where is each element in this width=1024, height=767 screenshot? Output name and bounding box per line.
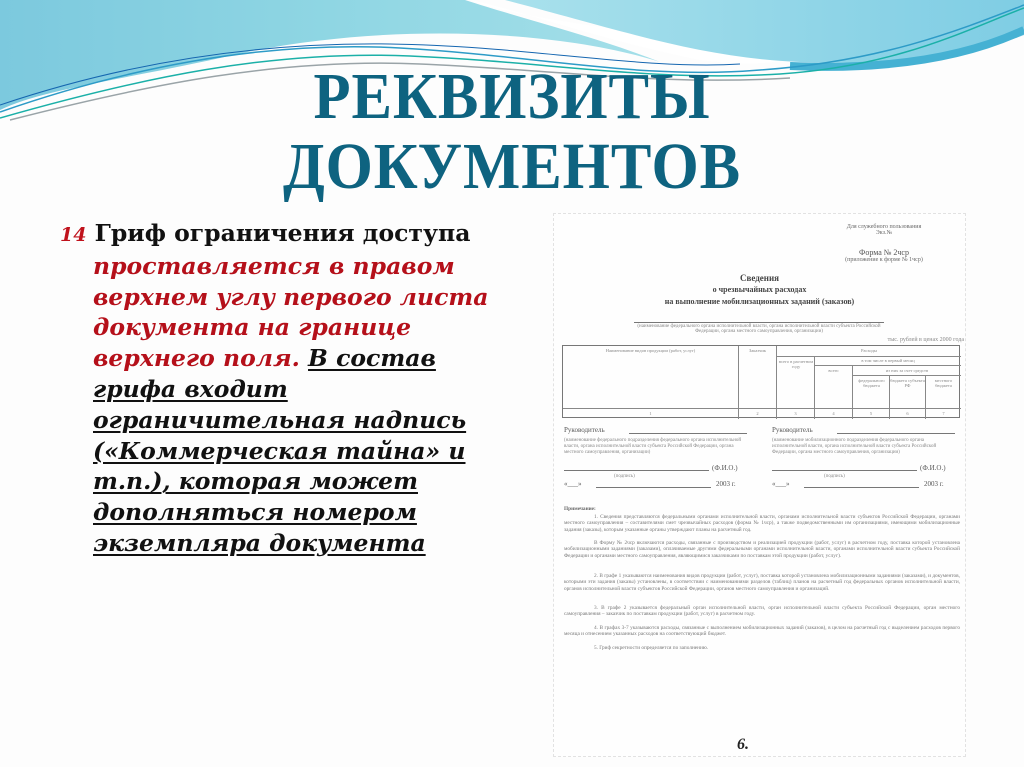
restriction-stamp	[824, 224, 944, 236]
th-expenses: Расходы	[861, 348, 877, 353]
th-total-year: всего в расчетном году	[778, 359, 814, 369]
date-prefix: «___»	[564, 480, 582, 488]
col-number: 3	[794, 411, 797, 416]
signer-line	[629, 433, 747, 434]
note-item: 2. В графе 1 указываются наименования видов продукции (работ, услуг), поставка которой установлена мобилизационными заданиями (заказами), и документов, которыми эти задания (заказы) установлены, в соответствии с наименованиями разделов (таблиц) планов на расчетный год федеральных органов исполнительной власти, органов исполнительной власти субъектов Российской Федерации, органов местного самоуправления и организаций.	[564, 573, 960, 592]
sample-document-image	[553, 213, 966, 757]
note-item: 5. Гриф секретности определяется по заполнению.	[594, 645, 709, 651]
date-line	[804, 487, 919, 488]
units-label: тыс. рублей в ценах 2000 года	[887, 337, 964, 343]
signer-caption: (наименование мобилизационного подразделения федерального органа исполнительной власти, органа исполнительной власти субъекта Российской Федерации, органа местного самоуправления, организации)	[772, 438, 937, 455]
doc-heading-2: о чрезвычайных расходах	[712, 285, 807, 294]
stamp-line-1: Для служебного пользования	[846, 224, 922, 230]
th-regional: бюджета субъекта РФ	[890, 378, 925, 388]
th-federal: федерального бюджета	[858, 378, 885, 388]
signer-line	[837, 433, 955, 434]
th-local: местного бюджета	[934, 378, 953, 388]
doc-heading-3: на выполнение мобилизационных заданий (заказов)	[664, 297, 855, 306]
doc-heading-1: Сведения	[739, 273, 780, 283]
page-number: 6.	[737, 736, 749, 753]
fio-label: (Ф.И.О.)	[712, 464, 738, 472]
th-products: Наименование видов продукции (работ, услуг)	[605, 348, 696, 353]
notes-title: Примечание:	[564, 506, 596, 512]
org-caption: (наименование федерального органа исполнительной власти, органа исполнительной власти субъекта Российской Федерации, органа местного самоуправления, организации)	[637, 324, 881, 334]
title-line-2: ДОКУМЕНТОВ	[282, 130, 742, 203]
th-total: всего	[828, 368, 839, 373]
note-item: В Форму № 2чср включаются расходы, связанные с производством и реализацией продукции (работ, услуг) в расчетном году, поставка которой установлена мобилизационными заданиями (заказами), оплачиваемые другими федеральными органами исполнительной власти, органами исполнительной власти субъекта Российской Федерации и органами местного самоуправления, являющимися заказчиками по поставкам этой продукции (работ, услуг).	[564, 540, 960, 559]
date-prefix: «___»	[772, 480, 790, 488]
signer-caption: (наименование федерального подразделения федерального органа исполнительной власти, органа исполнительной власти субъекта Российской Федерации, органа местного самоуправления, организации)	[564, 438, 742, 455]
th-funds-source: из них за счет средств	[885, 368, 929, 373]
signature-caption: (подпись)	[824, 474, 845, 479]
col-number: 1	[649, 411, 652, 416]
col-number: 5	[869, 411, 873, 416]
requisite-name: Гриф ограничения доступа	[94, 219, 471, 247]
title-line-1: РЕКВИЗИТЫ	[313, 60, 711, 133]
signature-line	[772, 470, 917, 471]
row-divider	[563, 408, 961, 409]
composition-rule-text: В состав грифа входит ограничительная надпись («Коммерческая тайна» и т.п.), которая может дополняться номером экземпляра документа	[93, 344, 467, 557]
note-item: 3. В графе 2 указывается федеральный орган исполнительной власти, орган исполнительной власти субъекта Российской Федерации, орган местного самоуправления – заказчик по поставкам продукции (работ, услуг) в расчетном году.	[564, 605, 960, 618]
signer-title: Руководитель	[564, 426, 605, 434]
stamp-line-2: Экз.№	[875, 230, 893, 236]
requisite-number: 14	[60, 224, 87, 246]
fio-label: (Ф.И.О.)	[920, 464, 946, 472]
row-divider	[815, 365, 961, 366]
col-number: 7	[942, 411, 945, 416]
requisite-description	[60, 218, 500, 559]
th-customer: Заказчик	[749, 348, 766, 353]
signature-line	[564, 470, 709, 471]
slide-title	[41, 62, 983, 202]
th-first-month: в том числе в первый месяц	[861, 358, 915, 363]
col-number: 4	[832, 411, 835, 416]
signer-title: Руководитель	[772, 426, 813, 434]
org-name-line	[634, 322, 884, 323]
date-line	[596, 487, 711, 488]
form-appendix: (приложение к форме № 1чср)	[845, 257, 923, 263]
form-label	[824, 248, 944, 263]
row-divider	[777, 356, 961, 357]
form-number: Форма № 2чср	[859, 248, 909, 257]
expenses-table	[562, 345, 960, 418]
note-item: 1. Сведения представляются федеральными органами исполнительной власти, органами исполнительной власти субъектов Российской Федерации, органами местного самоуправления – составителями смет чрезвычайных расходов (форма № 1чср), а также подведомственными им организациями, имеющими мобилизационные задания (заказы), которым указанные органы утверждают планы на расчетный год.	[564, 514, 960, 533]
placement-rule-text: проставляется в правом верхнем углу первого листа документа на границе верхнего поля.	[93, 251, 489, 373]
note-item: 4. В графах 3-7 указываются расходы, связанные с выполнением мобилизационных заданий (заказов), в целом на расчетный год с выделением расходов первого месяца и отнесением указанных расходов на соответствующий бюджет.	[564, 625, 960, 638]
date-year: 2003 г.	[716, 480, 736, 488]
row-divider	[853, 375, 961, 376]
date-year: 2003 г.	[924, 480, 944, 488]
col-number: 6	[906, 411, 909, 416]
col-number: 2	[756, 411, 759, 416]
signature-caption: (подпись)	[614, 474, 635, 479]
